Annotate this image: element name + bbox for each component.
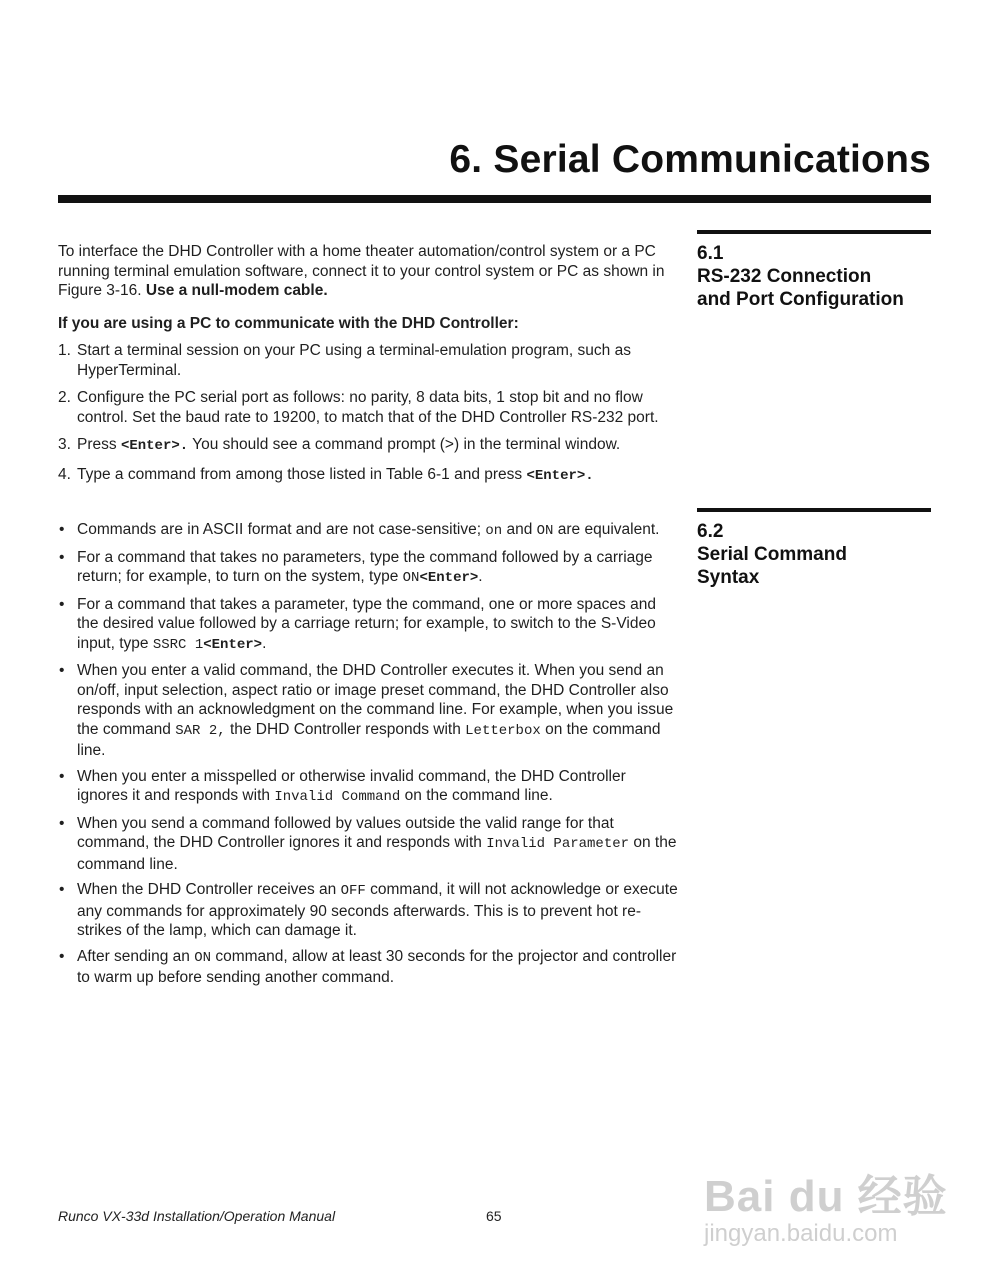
step-item	[58, 341, 678, 380]
bullet-dot: •	[59, 595, 65, 613]
code-on: ON	[194, 949, 212, 966]
bullet-text: When you enter a valid command, the DHD Controller executes it. When you send an on/off, input selection, aspect ratio or image preset command, the DHD Controller also responds with an acknowledgment on the command line. For example, when you issue the command	[77, 662, 674, 738]
code-on: ON	[402, 570, 420, 586]
code-invalid-parameter: Invalid Parameter	[486, 836, 630, 852]
bullet-text: are equivalent.	[553, 521, 660, 538]
intro-text: To interface the DHD Controller with a home theater automation/control system or a PC running terminal emulation software, connect it to your control system or PC as shown in Figure 3-16.	[58, 243, 665, 299]
step-text: Configure the PC serial port as follows: no parity, 8 data bits, 1 stop bit and no flow control. Set the baud rate to 19200, to match that of the DHD Controller RS-232 port.	[77, 389, 659, 426]
bullet-dot: •	[59, 767, 65, 785]
bullet-text: When you send a command followed by values outside the valid range for that command, the DHD Controller ignores it and responds with	[77, 814, 614, 851]
step-number: 2.	[58, 389, 71, 406]
bullet-text: For a command that takes no parameters, type the command followed by a carriage return; for example, to turn on the system, type	[77, 548, 653, 585]
bullet-text: When the DHD Controller receives an	[77, 881, 341, 898]
code-letterbox: Letterbox	[465, 722, 541, 739]
key-enter: <Enter>	[419, 570, 479, 586]
bullet-dot: •	[59, 947, 65, 965]
code-on-upper: ON	[536, 523, 554, 539]
bullet-text: .	[262, 634, 267, 652]
bullet-text: on the command line.	[77, 720, 661, 759]
watermark-logo: Bai du 经验	[704, 1172, 948, 1221]
section-number: 6.2	[697, 521, 724, 542]
step-item	[58, 465, 678, 487]
bullet-item	[58, 880, 680, 941]
section-6-1-heading	[697, 230, 931, 311]
step-number: 1.	[58, 342, 71, 359]
intro-bold: Use a null-modem cable.	[145, 282, 328, 299]
step-item	[58, 388, 678, 427]
section-number: 6.1	[697, 243, 724, 264]
bullet-item	[58, 947, 680, 988]
step-text: You should see a command prompt (>) in the terminal window.	[188, 436, 621, 453]
chapter-title: 6. Serial Communications	[449, 138, 931, 181]
bullet-text: Commands are in ASCII format and are not case-sensitive;	[77, 521, 486, 538]
syntax-bullets	[58, 520, 680, 994]
footer-manual-title: Runco VX-33d Installation/Operation Manual	[58, 1208, 336, 1224]
key-enter: <Enter>.	[526, 467, 594, 484]
section-title-line: RS-232 Connection	[697, 266, 872, 287]
bullet-text: .	[478, 568, 483, 585]
watermark-url: jingyan.baidu.com	[704, 1220, 898, 1247]
chapter-rule	[58, 195, 931, 203]
bullet-item	[58, 814, 680, 875]
bullet-text: on the command line.	[77, 834, 677, 873]
bullet-item	[58, 767, 680, 808]
section-title-line: Syntax	[697, 567, 760, 588]
step-number: 3.	[58, 436, 71, 453]
bullet-item	[58, 661, 680, 761]
bullet-dot: •	[59, 662, 65, 679]
code-sar: SAR 2,	[175, 722, 226, 739]
step-text: Type a command from among those listed in Table 6-1 and press	[77, 465, 527, 483]
step-text: Press	[77, 436, 121, 453]
bullet-item	[58, 595, 680, 656]
key-enter: <Enter>	[203, 636, 263, 653]
bullet-item	[58, 548, 680, 589]
bullet-dot: •	[59, 881, 65, 898]
page-number: 65	[486, 1208, 502, 1224]
key-enter: <Enter>.	[120, 438, 189, 454]
intro-paragraph	[58, 242, 678, 301]
step-item	[58, 435, 678, 457]
section-6-2-heading	[697, 508, 931, 589]
bullet-dot: •	[59, 814, 65, 832]
pc-heading: If you are using a PC to communicate with the DHD Controller:	[58, 315, 519, 332]
step-text: Start a terminal session on your PC using a terminal-emulation program, such as HyperTerminal.	[77, 342, 631, 379]
bullet-dot: •	[59, 548, 65, 566]
bullet-text: When you enter a misspelled or otherwise invalid command, the DHD Controller ignores it and responds with	[77, 767, 626, 804]
code-ssrc: SSRC 1	[152, 636, 204, 653]
step-number: 4.	[58, 465, 71, 483]
section-title-line: and Port Configuration	[697, 289, 904, 310]
bullet-text: the DHD Controller responds with	[225, 720, 466, 738]
bullet-dot: •	[59, 521, 65, 538]
bullet-text: After sending an	[77, 947, 195, 965]
section-title-line: Serial Command	[697, 544, 847, 565]
code-invalid-command: Invalid Command	[274, 789, 401, 805]
bullet-text: For a command that takes a parameter, type the command, one or more spaces and the desired value followed by a carriage return; for example, to switch to the S-Video input, type	[77, 595, 656, 652]
steps-list	[58, 341, 678, 494]
bullet-text: command, it will not acknowledge or execute any commands for approximately 90 seconds afterwards. This is to prevent hot re-strikes of the lamp, which can damage it.	[77, 881, 678, 939]
bullet-text: command, allow at least 30 seconds for the projector and controller to warm up before sending another command.	[77, 947, 677, 986]
baidu-watermark	[700, 1130, 948, 1270]
bullet-item	[58, 520, 680, 542]
bullet-text: and	[502, 521, 537, 538]
bullet-text: on the command line.	[400, 787, 553, 804]
code-on: on	[485, 523, 503, 539]
code-off: OFF	[340, 883, 366, 899]
